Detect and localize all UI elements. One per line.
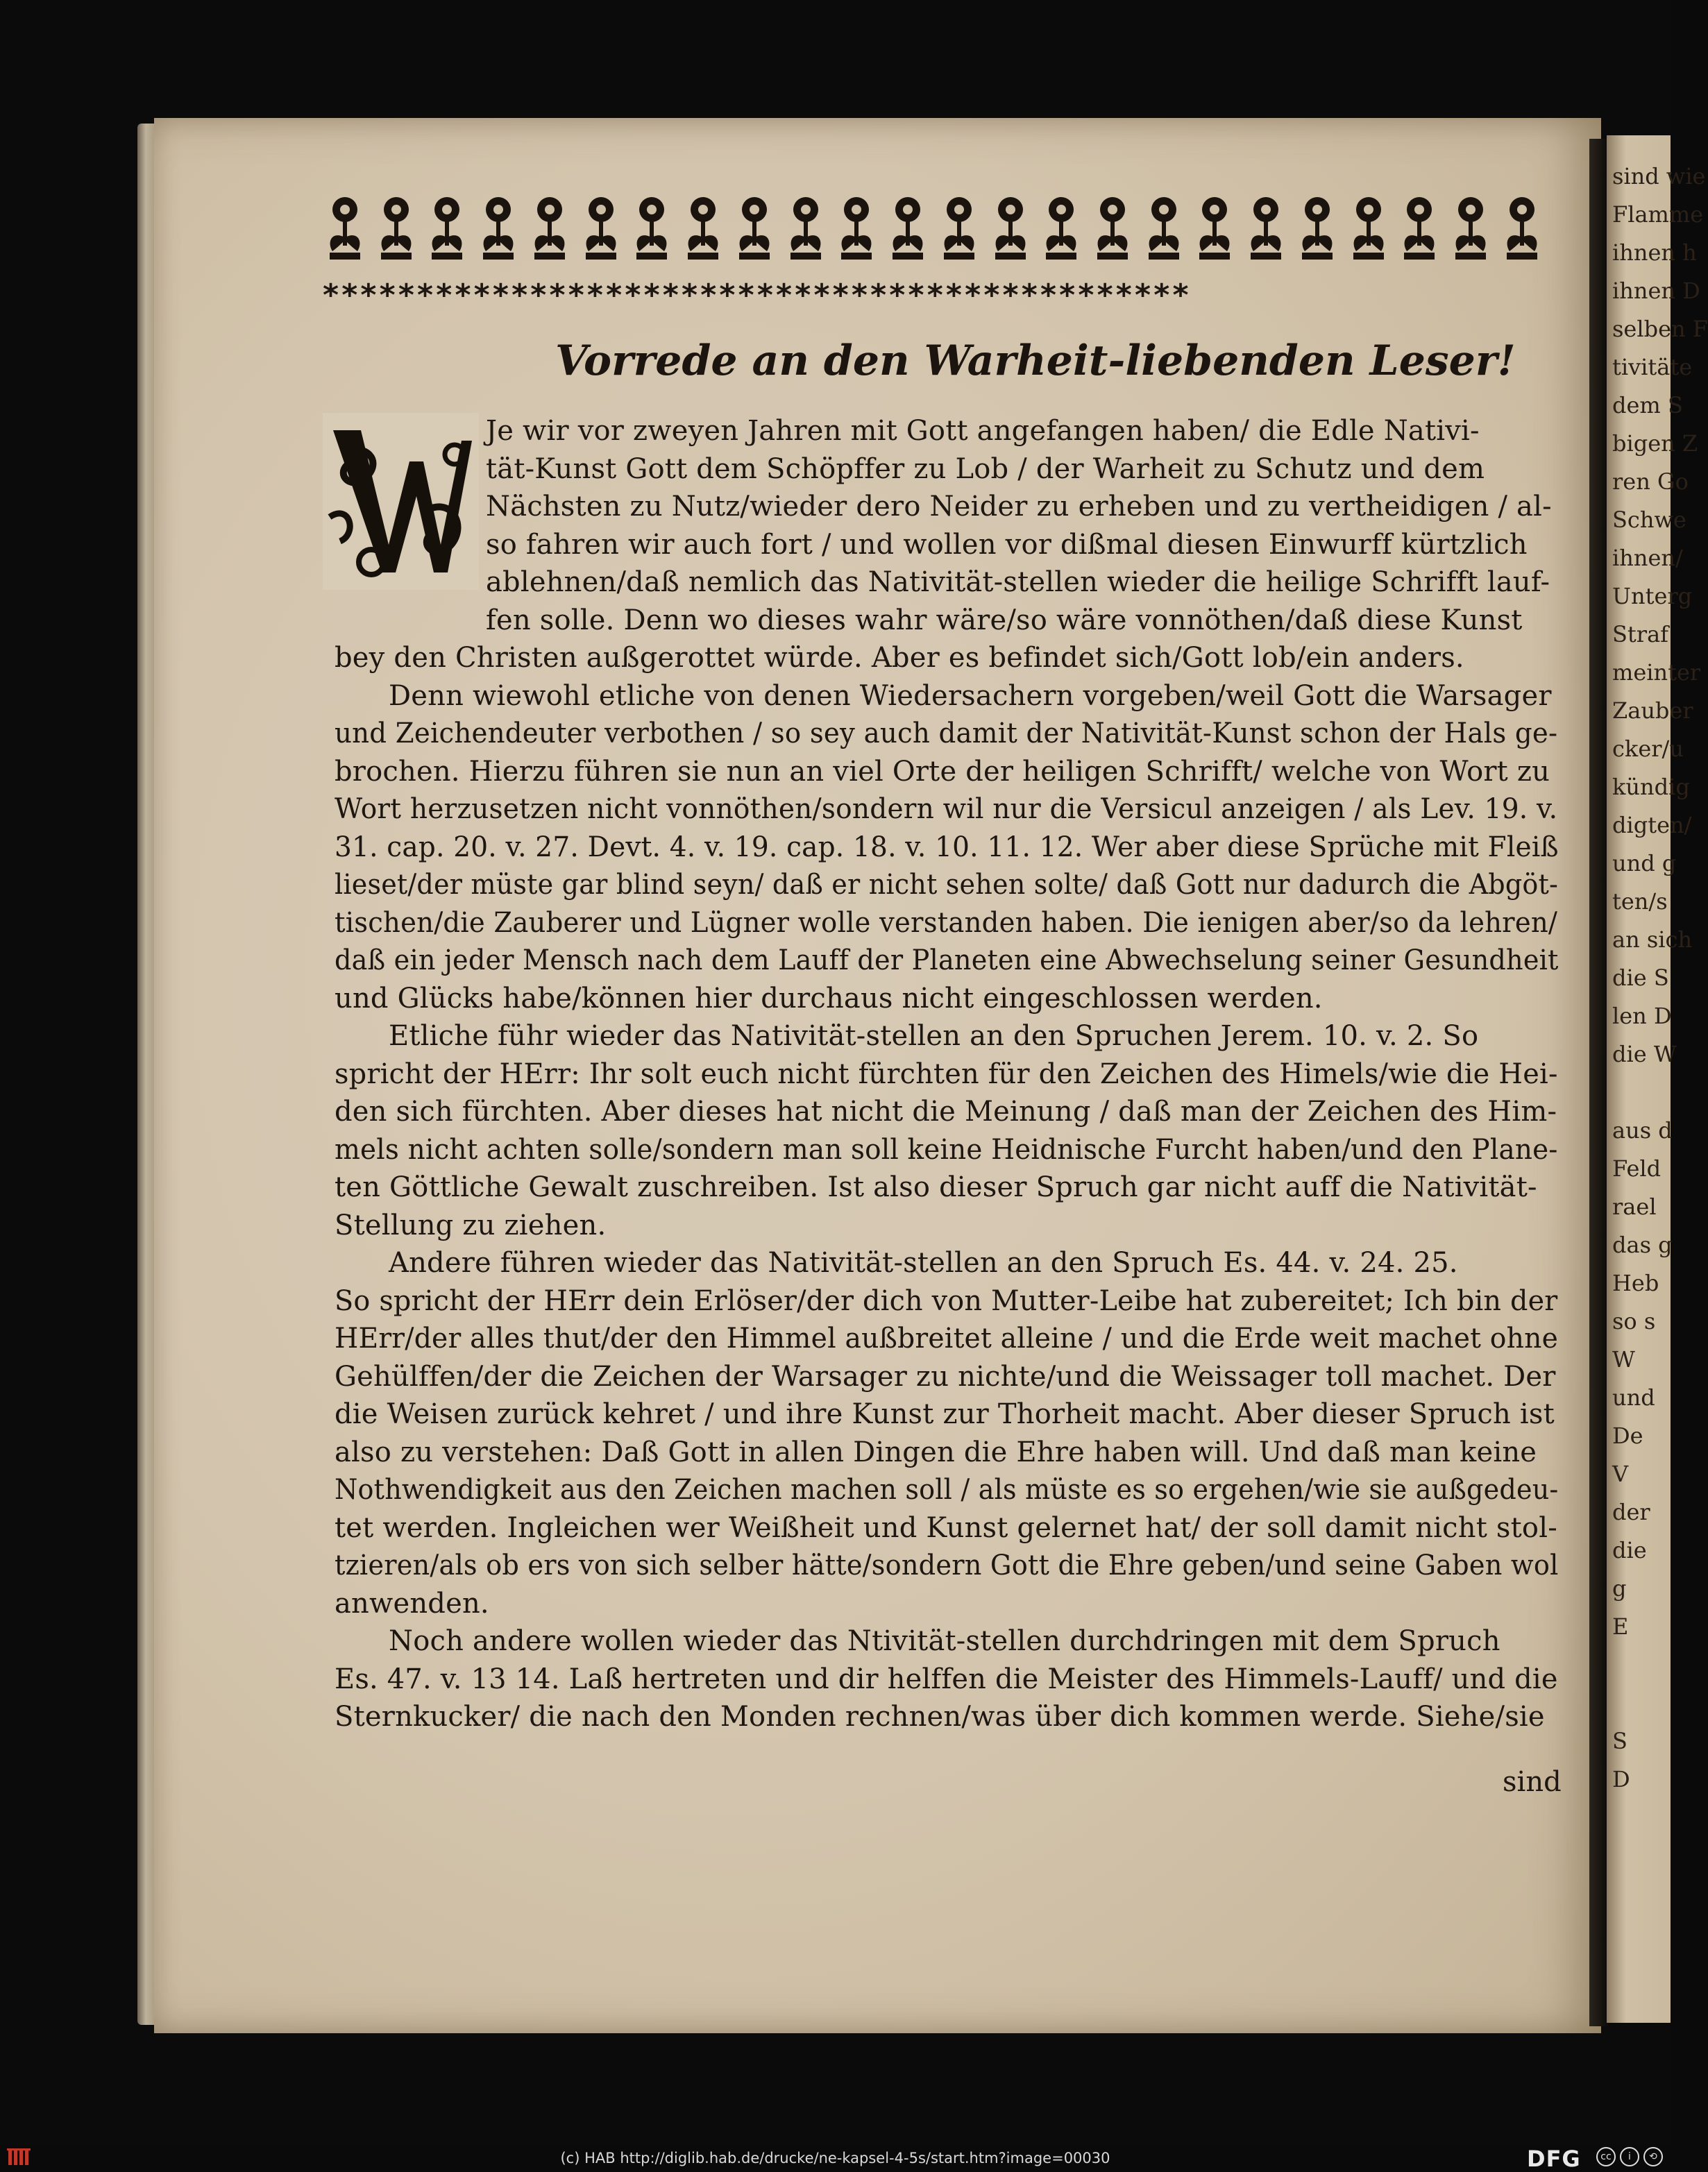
page-title: Vorrede an den Warheit-liebenden Leser! [555,337,1516,385]
facing-text-line: das g [1612,1232,1673,1258]
flower-ornament-icon [1346,189,1391,265]
facing-text-line: die W [1612,1041,1677,1067]
flower-ornament-icon [834,189,879,265]
flower-ornament-icon [1192,189,1237,265]
text-line: HErr/der alles thut/der den Himmel außbreitet alleine / und die Erde weit machet ohne [335,1323,1559,1355]
text-line: brochen. Hierzu führen sie nun an viel Orte der heiligen Schrifft/ welche von Wort zu [335,755,1550,788]
facing-text-line: dem S [1612,392,1683,418]
flower-ornament-icon [681,189,725,265]
text-line: Sternkucker/ die nach den Monden rechnen/was über dich kommen werde. Siehe/sie [335,1701,1545,1733]
text-line: mels nicht achten solle/sondern man soll keine Heidnische Furcht haben/und den Plane- [335,1133,1558,1166]
facing-text-line: Heb [1612,1270,1659,1296]
text-line: die Weisen zurück kehret / und ihre Kunst zur Thorheit macht. Aber dieser Spruch ist [335,1398,1555,1430]
flower-ornament-icon [1142,189,1186,265]
flower-ornament-icon [1039,189,1083,265]
flower-ornament-icon [1090,189,1135,265]
text-line: ten Göttliche Gewalt zuschreiben. Ist also dieser Spruch gar nicht auff die Nativität- [335,1171,1537,1203]
text-line: tet werden. Ingleichen wer Weißheit und Kunst gelernet hat/ der soll damit nicht stol- [335,1511,1557,1544]
text-line: anwenden. [335,1587,489,1620]
facing-text-line: De [1612,1423,1643,1449]
cc-icon: cc [1596,2147,1616,2166]
text-line: spricht der HErr: Ihr solt euch nicht fürchten für den Zeichen des Himels/wie die Hei- [335,1058,1558,1090]
facing-text-line: tivitäte [1612,354,1693,380]
flower-ornament-icon [425,189,469,265]
text-line: tät-Kunst Gott dem Schöpffer zu Lob / der Warheit zu Schutz und dem [486,452,1485,485]
text-line: tzieren/als ob ers von sich selber hätte/sondern Gott die Ehre geben/und seine Gaben wol [335,1550,1559,1581]
by-icon: i [1620,2147,1639,2166]
text-line: Andere führen wieder das Nativität-stellen an den Spruch Es. 44. v. 24. 25. [389,1247,1458,1279]
facing-text-line: sind wie [1612,163,1706,189]
text-line: tischen/die Zauberer und Lügner wolle verstanden haben. Die ienigen aber/so da lehren/ [335,906,1558,939]
text-line: Es. 47. v. 13 14. Laß hertreten und dir helffen die Meister des Himmels-Lauff/ und die [335,1663,1558,1695]
text-line: lieset/der müste gar blind seyn/ daß er nicht sehen solte/ daß Gott nur dadurch die Abgöt- [335,869,1559,901]
text-line: Wort herzusetzen nicht vonnöthen/sondern wil nur die Versicul anzeigen / als Lev. 19. v. [335,793,1558,825]
facing-text-line: len D [1612,1003,1672,1029]
text-line: Stellung zu ziehen. [335,1209,607,1241]
facing-text-line: ten/s [1612,888,1668,915]
flower-ornament-icon [323,189,367,265]
facing-text-line: Straf [1612,621,1668,647]
flower-ornament-icon [732,189,777,265]
dfg-logo: DFG [1527,2146,1581,2172]
text-line: daß ein jeder Mensch nach dem Lauff der Planeten eine Abwechselung seiner Gesundheit [335,944,1559,976]
flower-ornament-icon [1448,189,1493,265]
facing-text-line: meinter [1612,659,1701,686]
facing-text-line: ihnen/ [1612,545,1683,571]
facing-text-line: W [1612,1346,1635,1373]
catchword: sind [1503,1766,1562,1798]
text-line: Gehülffen/der die Zeichen der Warsager zu nichte/und die Weissager toll machet. Der [335,1360,1556,1393]
facing-text-line: Schwe [1612,507,1686,533]
decorated-initial-icon [323,413,479,590]
flower-ornament-icon [374,189,418,265]
flower-ornament-icon [1244,189,1288,265]
facing-text-line: ihnen h [1612,239,1697,266]
text-line: Noch andere wollen wieder das Ntivität-stellen durchdringen mit dem Spruch [389,1625,1500,1657]
sa-icon: ⟲ [1643,2147,1663,2166]
text-line: Denn wiewohl etliche von denen Wiedersachern vorgeben/weil Gott die Warsager [389,679,1552,712]
facing-text-line: D [1612,1766,1630,1792]
facing-text-line: g [1612,1575,1627,1602]
facing-text-line: ihnen D [1612,278,1700,304]
text-line: und Glücks habe/können hier durchaus nicht eingeschlossen werden. [335,982,1323,1015]
facing-text-line: Unterg [1612,583,1693,609]
text-line: bey den Christen außgerottet würde. Aber es befindet sich/Gott lob/ein anders. [335,642,1464,674]
facing-text-line: cker/u [1612,736,1684,762]
facing-text-line: so s [1612,1308,1656,1334]
flower-ornament-icon [784,189,828,265]
facing-text-line: und [1612,1384,1655,1411]
text-line: So spricht der HErr dein Erlöser/der dich von Mutter-Leibe hat zubereitet; Ich bin der [335,1284,1558,1317]
text-line: den sich fürchten. Aber dieses hat nicht die Meinung / daß man der Zeichen des Him- [335,1096,1557,1128]
facing-text-line: Feld [1612,1155,1662,1182]
text-line: so fahren wir auch fort / und wollen vor dißmal diesen Einwurff kürtzlich [486,528,1528,561]
facing-text-line: selben F [1612,316,1708,342]
facing-text-line: an sich [1612,926,1693,953]
facing-text-line: bigen Z [1612,430,1698,457]
facing-text-line: und g [1612,850,1677,876]
text-line: 31. cap. 20. v. 27. Devt. 4. v. 19. cap. 18. v. 10. 11. 12. Wer aber diese Sprüche mit Fleiß [335,831,1559,863]
facing-page [1607,135,1708,2023]
facing-text-line: Zauber [1612,697,1693,724]
flower-ornament-icon [886,189,930,265]
facing-text-line: V [1612,1461,1629,1487]
flower-ornament-icon [988,189,1033,265]
flower-ornament-icon [527,189,572,265]
flower-ornament-icon [629,189,674,265]
footer-credit[interactable]: (c) HAB http://diglib.hab.de/drucke/ne-kapsel-4-5s/start.htm?image=00030 [560,2150,1110,2166]
text-line: Etliche führ wieder das Nativität-stellen an den Spruchen Jerem. 10. v. 2. So [389,1020,1479,1052]
facing-text-line: kündig [1612,774,1690,800]
facing-text-line: Flamme [1612,201,1704,228]
text-line: Nothwendigkeit aus den Zeichen machen soll / als müste es so ergehen/wie sie außgedeu- [335,1474,1559,1506]
text-line: und Zeichendeuter verbothen / so sey auch damit der Nativität-Kunst schon der Hals ge- [335,718,1558,749]
star-border: ********************************************** [323,278,1192,313]
facing-text-line: aus d [1612,1117,1673,1144]
facing-text-line: die [1612,1537,1647,1563]
flower-ornament-icon [476,189,521,265]
text-line: fen solle. Denn wo dieses wahr wäre/so wäre vonnöthen/daß diese Kunst [486,604,1523,636]
facing-text-line: der [1612,1499,1650,1525]
text-line: also zu verstehen: Daß Gott in allen Dingen die Ehre haben will. Und daß man keine [335,1436,1537,1468]
facing-text-line: die S [1612,965,1669,991]
facing-text-line: digten/ [1612,812,1692,838]
flower-ornament-icon [1295,189,1339,265]
flower-ornament-icon [1500,189,1544,265]
ornament-band [323,182,1544,272]
text-line: ablehnen/daß nemlich das Nativität-stellen wieder die heilige Schrifft lauf- [486,566,1550,598]
flower-ornament-icon [937,189,981,265]
facing-text-line: ren Go [1612,468,1689,495]
facing-text-line: rael [1612,1194,1657,1220]
text-line: Je wir vor zweyen Jahren mit Gott angefangen haben/ die Edle Nativi- [486,415,1480,447]
flower-ornament-icon [579,189,623,265]
facing-text-line: S [1612,1728,1627,1754]
facing-text-line: E [1612,1613,1629,1640]
flower-ornament-icon [1397,189,1441,265]
text-line: Nächsten zu Nutz/wieder dero Neider zu erheben und zu vertheidigen / al- [486,491,1552,523]
